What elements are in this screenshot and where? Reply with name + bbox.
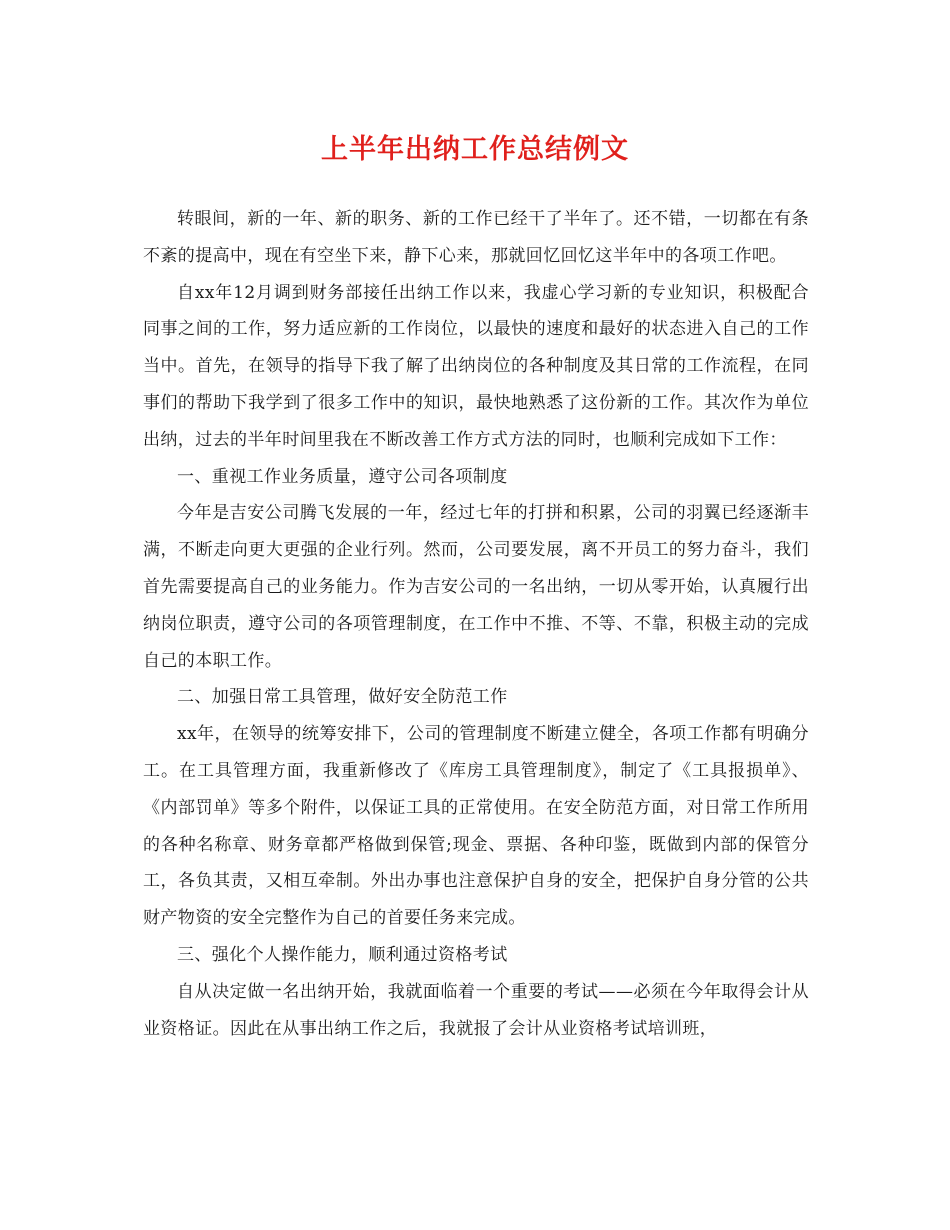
paragraph-background: 自xx年12月调到财务部接任出纳工作以来，我虚心学习新的专业知识，积极配合同事之间的工作，努力适应新的工作岗位，以最快的速度和最好的状态进入自己的工作当中。首先，在领导的指导下我了解了出纳岗位的各种制度及其日常的工作流程，在同事们的帮助下我学到了很多工作中的知识，最快地熟悉了这份新的工作。其次作为单位出纳，过去的半年时间里我在不断改善工作方式方法的同时，也顺利完成如下工作：	[143, 282, 809, 450]
section-heading-1: 一、重视工作业务质量，遵守公司各项制度	[177, 466, 508, 487]
section-heading-3: 三、强化个人操作能力，顺利通过资格考试	[177, 944, 508, 965]
section-heading-2: 二、加强日常工具管理，做好安全防范工作	[177, 687, 508, 708]
paragraph-section-3: 自从决定做一名出纳开始，我就面临着一个重要的考试——必须在今年取得会计从业资格证。因此在从事出纳工作之后，我就报了会计从业资格考试培训班，	[143, 981, 809, 1039]
document-body	[143, 201, 809, 1047]
paragraph-section-2: xx年，在领导的统筹安排下，公司的管理制度不断建立健全，各项工作都有明确分工。在工具管理方面，我重新修改了《库房工具管理制度》，制定了《工具报损单》、《内部罚单》等多个附件，以保证工具的正常使用。在安全防范方面，对日常工作所用的各种名称章、财务章都严格做到保管;现金、票据、各种印鉴，既做到内部的保管分工，各负其责，又相互牵制。外出办事也注意保护自身的安全，把保护自身分管的公共财产物资的安全完整作为自己的首要任务来完成。	[143, 724, 809, 929]
document-title: 上半年出纳工作总结例文	[321, 134, 629, 165]
paragraph-section-1: 今年是吉安公司腾飞发展的一年，经过七年的打拼和积累，公司的羽翼已经逐渐丰满，不断走向更大更强的企业行列。然而，公司要发展，离不开员工的努力奋斗，我们首先需要提高自己的业务能力。作为吉安公司的一名出纳，一切从零开始，认真履行出纳岗位职责，遵守公司的各项管理制度，在工作中不推、不等、不靠，积极主动的完成自己的本职工作。	[143, 503, 809, 671]
paragraph-intro: 转眼间，新的一年、新的职务、新的工作已经干了半年了。还不错，一切都在有条不紊的提高中，现在有空坐下来，静下心来，那就回忆回忆这半年中的各项工作吧。	[143, 209, 809, 266]
